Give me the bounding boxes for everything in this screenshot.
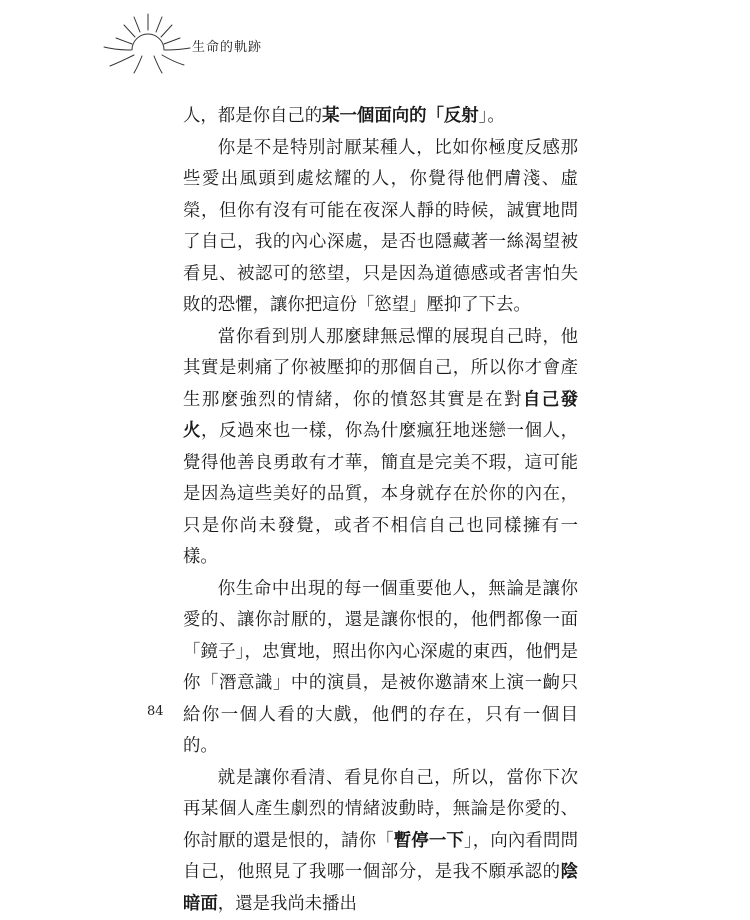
paragraph — [183, 133, 578, 322]
text-segment: 」，向內看問問自己，他照見了我哪一個部分，是我不願承認的 — [183, 831, 578, 883]
text-segment: 你生命中出現的每一個重要他人，無論是讓你愛的、讓你討厭的，還是讓你恨的，他們都像一面「鏡子」，忠實地，照出你內心深處的東西，他們是你「潛意識」中的演員，是被你邀請來上演一齣只給你一個人看的大戲，他們的存在，只有一個目的。 — [183, 579, 578, 757]
text-segment: 人，都是你自己的 — [183, 106, 322, 126]
text-segment: 」。 — [479, 106, 505, 126]
page-header — [98, 10, 358, 80]
paragraph — [183, 101, 578, 133]
bold-emphasis: 自己發火 — [183, 390, 578, 442]
bold-emphasis: 某一個面向的「反射 — [322, 106, 479, 126]
bold-emphasis: 陰暗面 — [183, 862, 578, 914]
text-segment: 當你看到別人那麼肆無忌憚的展現自己時，他其實是刺痛了你被壓抑的那個自己，所以你才會產生那麼強烈的情緒，你的憤怒其實是在對 — [183, 327, 578, 410]
paragraph — [183, 574, 578, 763]
page-number: 84 — [147, 704, 164, 719]
bold-emphasis: 暫停一下 — [394, 831, 464, 851]
body-text — [183, 101, 578, 920]
text-segment: ，反過來也一樣，你為什麼瘋狂地迷戀一個人，覺得他善良勇敢有才華，簡直是完美不瑕，這可能是因為這些美好的品質，本身就存在於你的內在，只是你尚未發覺，或者不相信自己也同樣擁有一樣。 — [183, 421, 578, 567]
text-segment: ，還是我尚未播出 — [218, 894, 357, 914]
paragraph — [183, 322, 578, 574]
running-title: 生命的軌跡 — [192, 36, 262, 55]
paragraph — [183, 763, 578, 920]
sun-icon — [98, 10, 198, 80]
text-segment: 就是讓你看清、看見你自己，所以，當你下次再某個人產生劇烈的情緒波動時，無論是你愛的、你討厭的還是恨的，請你「 — [183, 768, 578, 851]
text-segment: 你是不是特別討厭某種人，比如你極度反感那些愛出風頭到處炫耀的人，你覺得他們膚淺、虛榮，但你有沒有可能在夜深人靜的時候，誠實地問了自己，我的內心深處，是否也隱藏著一絲渴望被看見、被認可的慾望，只是因為道德感或者害怕失敗的恐懼，讓你把這份「慾望」壓抑了下去。 — [183, 138, 578, 316]
